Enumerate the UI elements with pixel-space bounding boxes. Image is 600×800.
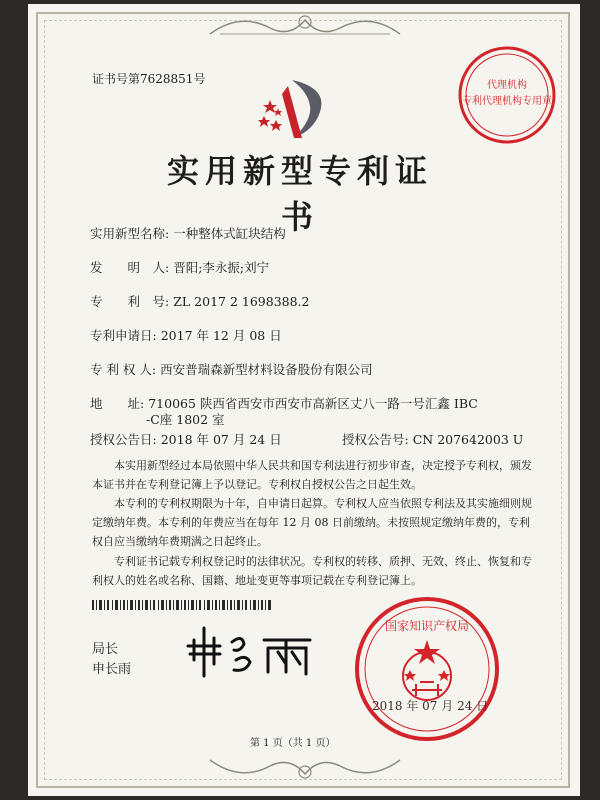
page-indicator: 第 1 页（共 1 页）	[250, 738, 336, 749]
field-patent-number: 专 利 号: ZL 2017 2 1698388.2	[90, 294, 310, 309]
seal-date: 2018 年 07 月 24 日	[372, 699, 489, 713]
paragraph-term-and-fees: 本专利的专利权期限为十年，自申请日起算。专利权人应当依照专利法及其实施细则规定缴纳年费。本专利的年费应当在每年 12 月 08 日前缴纳。未按照规定缴纳年费的，专利权自应当缴纳年费期满之日起终止。	[92, 497, 532, 548]
svg-text:代理机构: 代理机构	[487, 80, 527, 91]
field-application-date: 专利申请日: 2017 年 12 月 08 日	[90, 328, 282, 343]
paragraph-legal-status: 专利证书记载专利权登记时的法律状况。专利权的转移、质押、无效、终止、恢复和专利权人的姓名或名称、国籍、地址变更等事项记载在专利登记簿上。	[92, 555, 532, 587]
field-address-continuation: -C座 1802 室	[146, 412, 225, 427]
paragraph-grant-statement: 本实用新型经过本局依照中华人民共和国专利法进行初步审查，决定授予专利权，颁发本证书并在专利登记簿上予以登记。专利权自授权公告之日起生效。	[92, 459, 532, 491]
state-ip-office-seal-icon	[352, 594, 502, 744]
bottom-ornament-icon	[200, 752, 410, 786]
director-title: 局长	[92, 642, 119, 657]
barcode-icon	[92, 600, 272, 610]
director-signature-icon	[180, 620, 320, 680]
field-address: 地 址: 710065 陕西省西安市西安市高新区丈八一路一号汇鑫 IBC	[90, 396, 478, 411]
field-inventors: 发 明 人: 晋阳;李永振;刘宁	[90, 260, 270, 275]
field-utility-model-name: 实用新型名称: 一种整体式缸块结构	[90, 226, 286, 241]
agency-red-seal-icon	[452, 40, 562, 150]
certificate-number: 证书号第7628851号	[92, 72, 206, 86]
field-patentee: 专 利 权 人: 西安普瑞森新型材料设备股份有限公司	[90, 362, 373, 377]
svg-text:专利代理机构专用章: 专利代理机构专用章	[462, 96, 552, 107]
certificate-title: 实用新型专利证书	[166, 152, 433, 236]
patent-office-logo-icon	[258, 72, 338, 144]
field-grant-number: 授权公告号: CN 207642003 U	[342, 432, 524, 447]
field-grant-date: 授权公告日: 2018 年 07 月 24 日	[90, 432, 282, 447]
director-block	[92, 640, 131, 680]
top-ornament-icon	[200, 8, 410, 42]
svg-text:国家知识产权局: 国家知识产权局	[384, 619, 470, 633]
director-name: 申长雨	[92, 662, 132, 677]
